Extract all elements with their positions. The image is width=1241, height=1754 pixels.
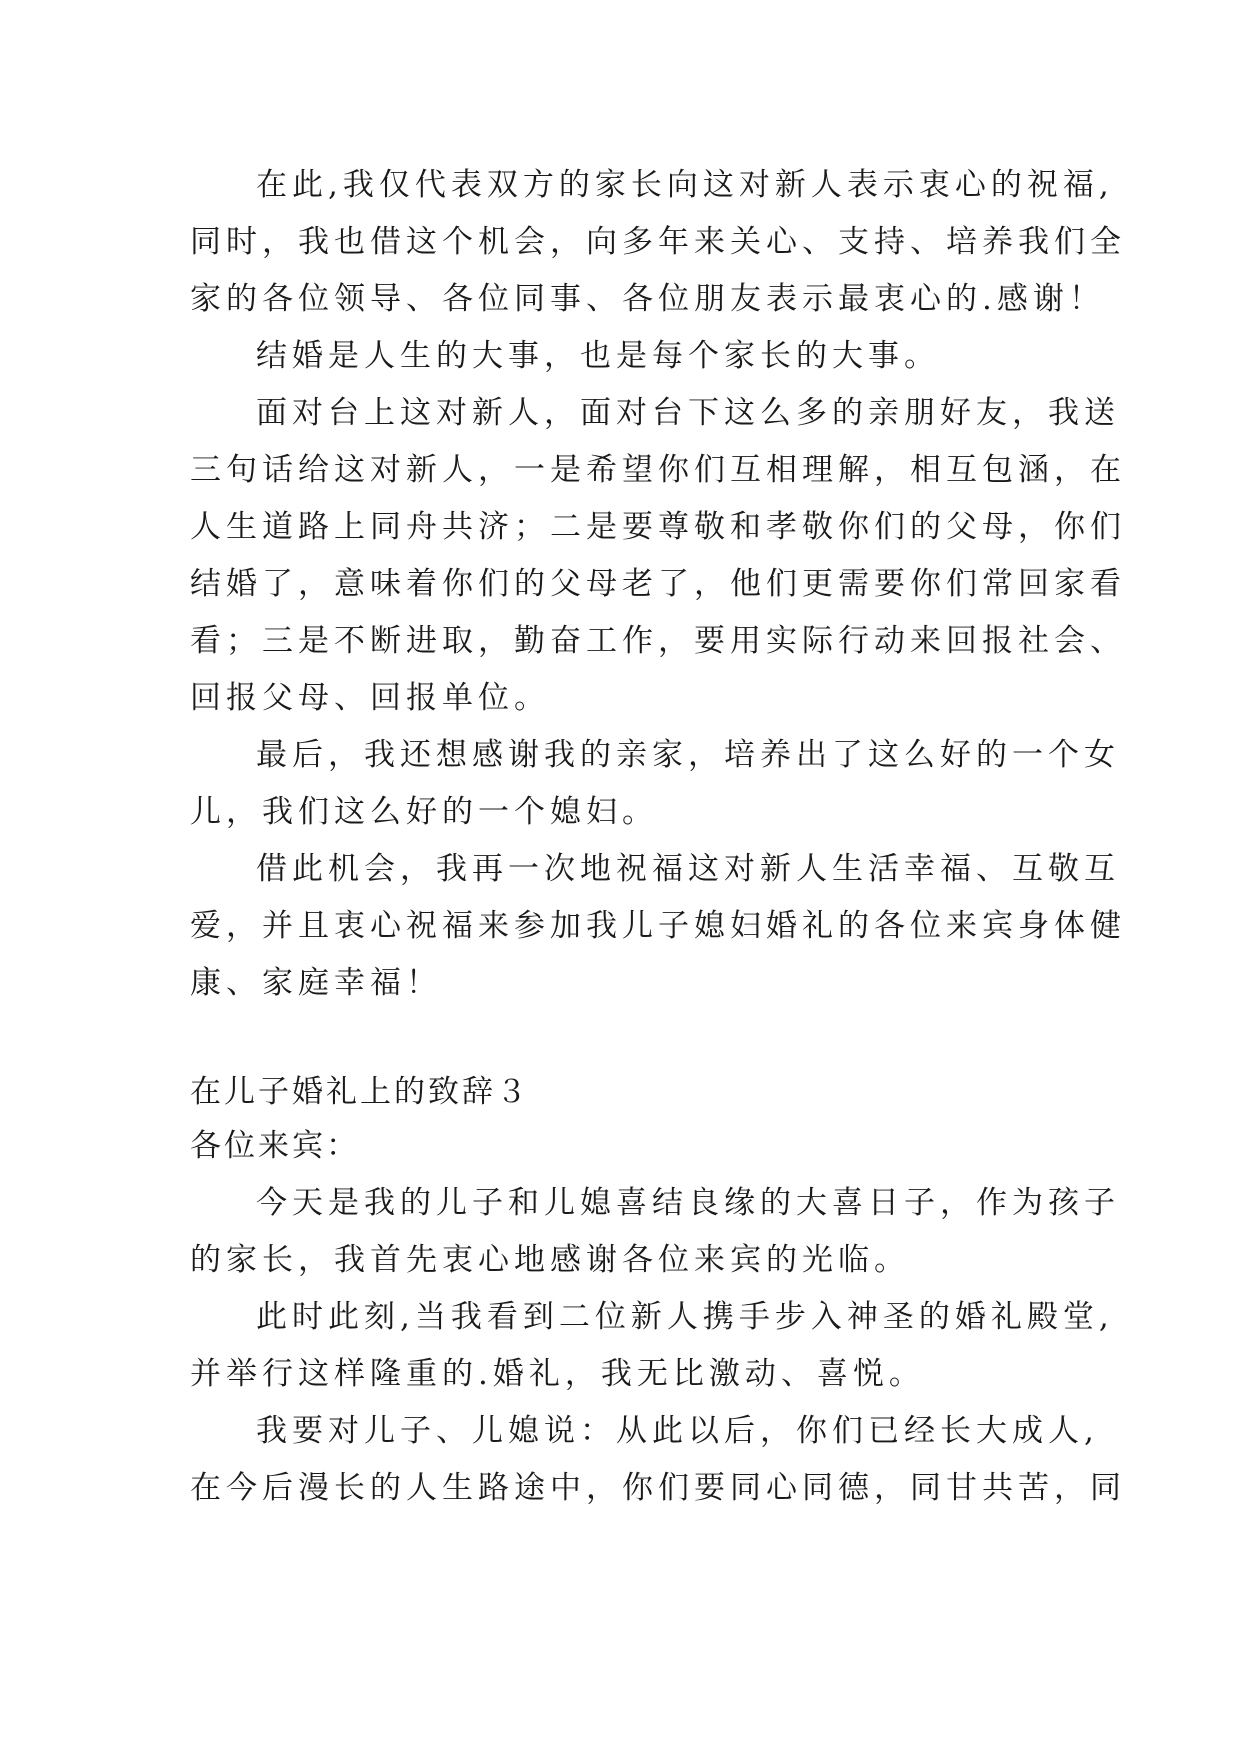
paragraph-line: 结婚是人生的大事，也是每个家长的大事。 xyxy=(256,338,940,374)
paragraph-line: 今天是我的儿子和儿媳喜结良缘的大喜日子，作为孩子 xyxy=(256,1185,1120,1221)
paragraph-line: 看；三是不断进取，勤奋工作，要用实际行动来回报社会、 xyxy=(190,623,1126,659)
paragraph-line: 面对台上这对新人，面对台下这么多的亲朋好友，我送 xyxy=(256,395,1120,431)
paragraph-line: 三句话给这对新人，一是希望你们互相理解，相互包涵，在 xyxy=(190,452,1126,488)
paragraph-line: 回报父母、回报单位。 xyxy=(190,680,550,716)
paragraph-line: 我要对儿子、儿媳说：从此以后，你们已经长大成人, xyxy=(256,1413,1099,1449)
paragraph-line: 借此机会，我再一次地祝福这对新人生活幸福、互敬互 xyxy=(256,851,1120,887)
section-title: 在儿子婚礼上的致辞３ xyxy=(190,1074,530,1110)
paragraph-line: 最后，我还想感谢我的亲家，培养出了这么好的一个女 xyxy=(256,737,1120,773)
paragraph-line: 结婚了，意味着你们的父母老了，他们更需要你们常回家看 xyxy=(190,566,1126,602)
paragraph-line: 此时此刻,当我看到二位新人携手步入神圣的婚礼殿堂, xyxy=(256,1299,1114,1335)
paragraph-line: 爱，并且衷心祝福来参加我儿子媳妇婚礼的各位来宾身体健 xyxy=(190,908,1126,944)
paragraph-line: 在此,我仅代表双方的家长向这对新人表示衷心的祝福, xyxy=(256,167,1114,203)
paragraph-line: 家的各位领导、各位同事、各位朋友表示最衷心的.感谢！ xyxy=(190,281,1105,317)
paragraph-line: 并举行这样隆重的.婚礼，我无比激动、喜悦。 xyxy=(190,1356,925,1392)
paragraph-line: 康、家庭幸福！ xyxy=(190,965,442,1001)
paragraph-line: 人生道路上同舟共济；二是要尊敬和孝敬你们的父母，你们 xyxy=(190,509,1126,545)
paragraph-line: 在今后漫长的人生路途中，你们要同心同德，同甘共苦，同 xyxy=(190,1470,1126,1506)
paragraph-line: 同时，我也借这个机会，向多年来关心、支持、培养我们全 xyxy=(190,224,1126,260)
paragraph-line: 儿，我们这么好的一个媳妇。 xyxy=(190,794,658,830)
salutation: 各位来宾： xyxy=(190,1128,360,1164)
paragraph-line: 的家长，我首先衷心地感谢各位来宾的光临。 xyxy=(190,1242,910,1278)
